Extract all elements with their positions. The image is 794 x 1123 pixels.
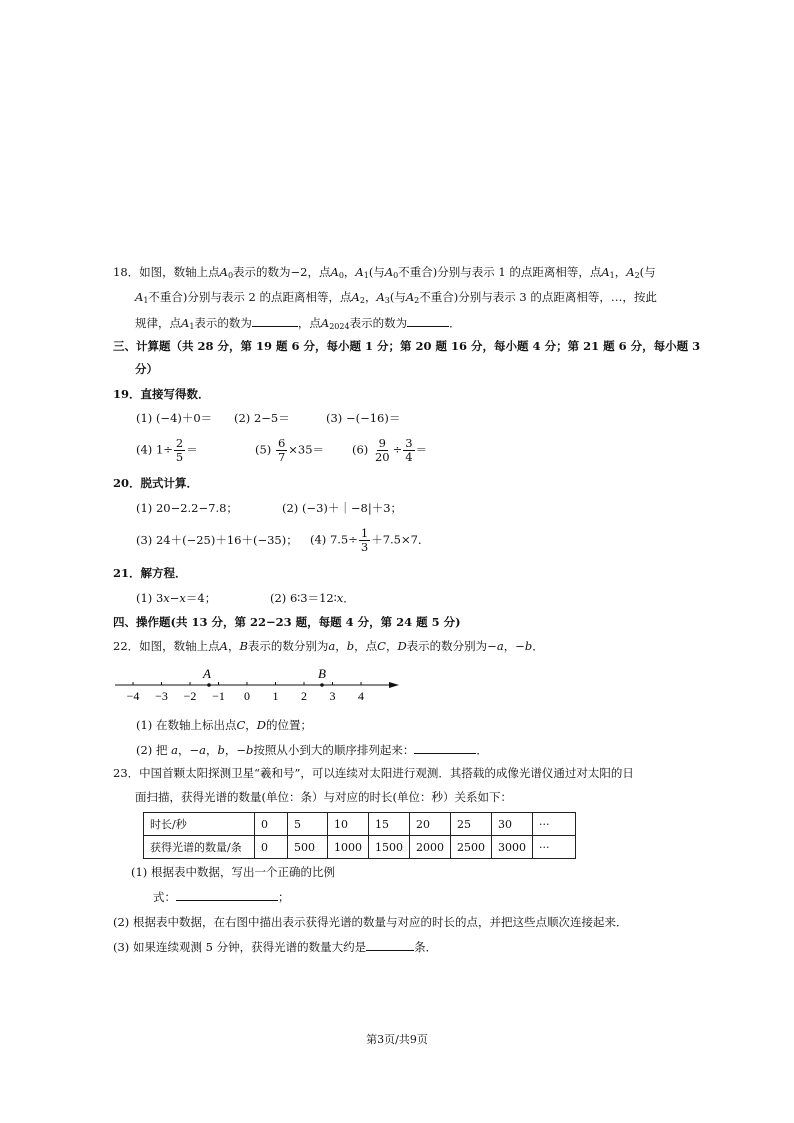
q20-part-4: (4) 7.5÷ $\frac{1}{3}$ ＋7.5×7． bbox=[310, 526, 430, 554]
q19-part-2: (2) 2−5＝ bbox=[234, 411, 290, 425]
point-b-label: B bbox=[318, 666, 326, 681]
number-line bbox=[115, 662, 405, 706]
number-line-tick-label: 3 bbox=[329, 689, 336, 703]
q20-part-3: (3) 24＋(−25)＋16＋(−35)； bbox=[136, 533, 298, 547]
point-a-dot bbox=[207, 683, 211, 687]
fraction: $\frac{6}{7}$ bbox=[277, 436, 286, 464]
q23-sub-1-cont: 式： ； bbox=[153, 890, 290, 904]
number-line-tick-label: 4 bbox=[358, 689, 364, 703]
q18-line-3: 规律，点$A_1$表示的数为 ，点$A_{2024}$表示的数为 ． bbox=[135, 316, 461, 331]
q18-line-2: $A_1$不重合)分别与表示 2 的点距离相等，点$A_2$，$A_3$(与$A_2$不重合)分别与表示 3 的点距离相等，…，按此 bbox=[135, 290, 657, 305]
fraction: $\frac{2}{5}$ bbox=[175, 436, 184, 464]
q19-part-3: (3) −(−16)＝ bbox=[326, 411, 401, 425]
q23-sub-2: (2) 根据表中数据，在右图中描出表示获得光谱的数量与对应的时长的点，并把这些点顺次连接起来． bbox=[113, 915, 628, 929]
number-line-tick-label: 2 bbox=[301, 689, 307, 703]
q23-sub-3: (3) 如果连续观测 5 分钟，获得光谱的数量大约是 条． bbox=[113, 940, 438, 954]
table-row: 获得光谱的数量/条 0 500 1000 1500 2000 2500 3000 ··· bbox=[144, 836, 576, 859]
point-a-label: A bbox=[203, 666, 211, 681]
q19-part-1: (1) (−4)＋0＝ bbox=[136, 411, 213, 425]
answer-blank[interactable] bbox=[366, 938, 414, 951]
q22-sub-2: (2) 把 a，−a，b，−b按照从小到大的顺序排列起来： ． bbox=[136, 743, 488, 757]
q20-title: 20．脱式计算． bbox=[113, 476, 199, 490]
number-line-arrow bbox=[389, 682, 399, 688]
answer-blank[interactable] bbox=[414, 741, 476, 754]
point-b-dot bbox=[320, 683, 324, 687]
section-4-heading: 四、操作题(共 13 分，第 22−23 题，每题 4 分，第 24 题 5 分) bbox=[113, 615, 461, 629]
number-line-tick-label: −2 bbox=[183, 689, 197, 703]
number-line-tick-label: −1 bbox=[212, 689, 225, 703]
fraction: $\frac{9}{20}$ bbox=[374, 436, 390, 464]
number-line-tick-label: −3 bbox=[155, 689, 168, 703]
section-3-heading: 三、计算题（共 28 分，第 19 题 6 分，每小题 1 分；第 20 题 16 分，每小题 4 分；第 21 题 6 分，每小题 3 bbox=[113, 339, 701, 353]
page-footer: 第3页/共9页 bbox=[366, 1033, 428, 1046]
q21-part-2: (2) 6∶3＝12∶x． bbox=[270, 591, 355, 605]
q22-sub-1: (1) 在数轴上标出点C，D的位置； bbox=[136, 718, 312, 732]
spectrum-table bbox=[143, 812, 576, 859]
table-row: 时长/秒 0 5 10 15 20 25 30 ··· bbox=[144, 813, 576, 836]
q20-part-2: (2) (−3)＋｜−8|＋3； bbox=[282, 501, 403, 515]
answer-blank[interactable] bbox=[407, 314, 449, 327]
q21-title: 21．解方程． bbox=[113, 566, 187, 580]
q21-part-1: (1) 3x−x＝4； bbox=[136, 591, 217, 605]
q19-part-6: (6) $\frac{9}{20}$ ÷ $\frac{3}{4}$ ＝ bbox=[352, 436, 428, 464]
fraction: $\frac{1}{3}$ bbox=[360, 526, 369, 554]
fraction: $\frac{3}{4}$ bbox=[405, 436, 413, 464]
q23-sub-1: (1) 根据表中数据，写出一个正确的比例 bbox=[131, 865, 335, 879]
number-line-tick-label: 0 bbox=[244, 689, 250, 703]
q19-title: 19．直接写得数． bbox=[113, 387, 210, 401]
q19-part-4: (4) 1÷ $\frac{2}{5}$ ＝ bbox=[136, 436, 198, 464]
q23-line-1: 23．中国首颗太阳探测卫星“羲和号”，可以连续对太阳进行观测．其搭载的成像光谱仪通过对太阳的日 bbox=[113, 766, 634, 780]
answer-blank[interactable] bbox=[252, 314, 298, 327]
q23-line-2: 面扫描，获得光谱的数量(单位：条）与对应的时长(单位：秒）关系如下： bbox=[135, 790, 512, 804]
q20-part-1: (1) 20−2.2−7.8； bbox=[136, 501, 238, 515]
number-line-tick-label: 1 bbox=[272, 689, 279, 703]
q19-part-5: (5) $\frac{6}{7}$ ×35＝ bbox=[255, 436, 325, 464]
section-3-heading-cont: 分） bbox=[135, 362, 158, 376]
q22-line-1: 22．如图，数轴上点A，B表示的数分别为a，b，点C，D表示的数分别为−a，−b． bbox=[113, 639, 544, 653]
q18-line-1: 18．如图，数轴上点$A_0$表示的数为−2，点$A_0$，$A_1$(与$A_0$不重合)分别与表示 1 的点距离相等，点$A_1$，$A_2$(与 bbox=[113, 265, 656, 280]
number-line-tick-label: −4 bbox=[126, 689, 140, 703]
answer-blank[interactable] bbox=[176, 888, 278, 901]
